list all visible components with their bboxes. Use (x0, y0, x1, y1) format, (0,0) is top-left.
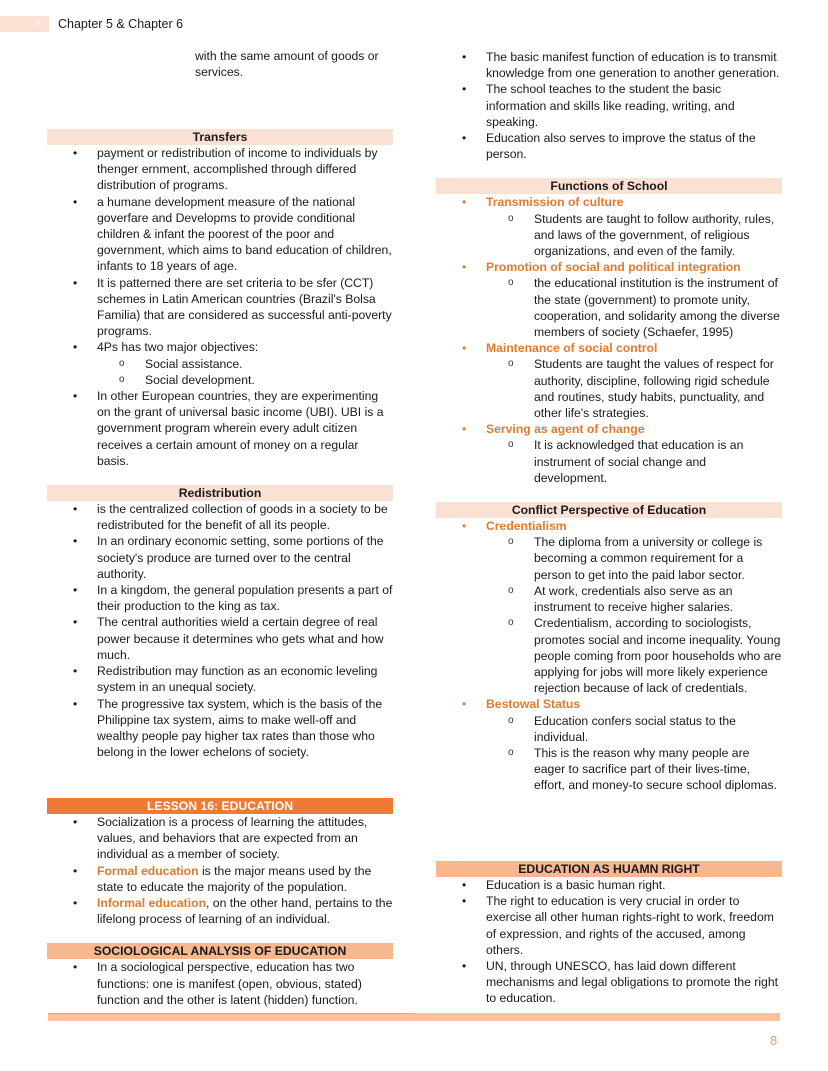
objectives-list (97, 356, 393, 388)
heading-transfers: Transfers (47, 129, 393, 145)
heading-education-human-right: EDUCATION AS HUAMN RIGHT (436, 861, 782, 877)
conflict-item (436, 696, 782, 793)
header-page-number: 8 (0, 16, 49, 32)
highlight-informal-education: Informal education (97, 896, 207, 911)
function-item (436, 194, 782, 259)
sub-list-item: o Students are taught to follow authority, rules, and laws of the government, of religious organizations, and even of the family. (485, 211, 782, 260)
list-item: • In a kingdom, the general population presents a part of their production to the king as tax. (47, 582, 393, 614)
sub-list-item: o the educational institution is the instrument of the state (government) to promote unity, cooperation, and solidarity among the diverse members of society (Schaefer, 1995) (485, 275, 782, 340)
chapter-title: Chapter 5 & Chapter 6 (58, 17, 184, 31)
continuation-text: with the same amount of goods or services. (195, 49, 379, 80)
list-item (47, 339, 393, 388)
list-item: • In an ordinary economic setting, some portions of the society's produce are turned over to the central authority. (47, 533, 393, 582)
sub-list-item: o At work, credentials also serve as an instrument to receive higher salaries. (485, 583, 782, 615)
page-header (0, 16, 400, 32)
footer-rule (48, 1013, 414, 1014)
sub-list-item: o Students are taught the values of respect for authority, discipline, following rigid schedule and routines, study habits, punctuality, and other life's strategies. (485, 356, 782, 421)
function-label: Serving as agent of change (486, 422, 645, 437)
right-column-lower (436, 861, 782, 1007)
left-column (47, 129, 393, 760)
list-item: • Education also serves to improve the status of the person. (436, 130, 782, 162)
list-item: • UN, through UNESCO, has laid down different mechanisms and legal obligations to promote the right to education. (436, 958, 782, 1007)
list-item: • The progressive tax system, which is the basis of the Philippine tax system, aims to make well-off and wealthy people pay higher tax rates than those who belong in the lower echelons of society. (47, 696, 393, 761)
list-item: • It is patterned there are set criteria to be sfer (CCT) schemes in Latin American countries (Brazil's Bolsa Familia) that are considered as successful anti-poverty programs. (47, 275, 393, 340)
sub-list-item: o This is the reason why many people are eager to sacrifice part of their lives-time, effort, and money-to secure school diplomas. (485, 745, 782, 794)
list-item: • The central authorities wield a certain degree of real power because it determines who gets what and how much. (47, 614, 393, 663)
list-item (47, 863, 393, 895)
sub-list-item: o Social assistance. (96, 356, 393, 372)
human-right-list (436, 877, 782, 1007)
transfers-list (47, 145, 393, 469)
conflict-item (436, 518, 782, 696)
list-item: • Education is a basic human right. (436, 877, 782, 893)
list-item: • In a sociological perspective, education has two functions: one is manifest (open, obvious, stated) function and the other is latent (hidden) function. (47, 959, 393, 1008)
list-item-text: , on the other hand, pertains to the lifelong process of learning of an individual. (97, 896, 393, 927)
list-item-text: is the major means used by the state to educate the majority of the population. (97, 863, 372, 894)
function-item (436, 259, 782, 340)
list-item: • The basic manifest function of education is to transmit knowledge from one generation to another generation. (436, 49, 782, 81)
redistribution-list (47, 501, 393, 760)
function-label: Promotion of social and political integration (486, 260, 741, 275)
list-item: • Socialization is a process of learning the attitudes, values, and behaviors that are expected from an individual as a member of society. (47, 814, 393, 863)
highlight-formal-education: Formal education (97, 863, 199, 878)
list-item: • The school teaches to the student the basic information and skills like reading, writing, and speaking. (436, 81, 782, 130)
sociological-list (47, 959, 393, 1008)
list-item: • In other European countries, they are experimenting on the grant of universal basic income (UBI). UBI is a government program wherein every adult citizen receives a certain amount of money on a regular basis. (47, 388, 393, 469)
right-column (436, 49, 782, 794)
conflict-label: Credentialism (486, 519, 567, 534)
list-item: • a humane development measure of the national goverfare and Developms to provide conditional children & infant the poorest of the poor and government, which aims to band education of children, infants to 18 years of age. (47, 194, 393, 275)
heading-lesson-16: LESSON 16: EDUCATION (47, 798, 393, 814)
footer-divider (48, 1013, 780, 1021)
conflict-label: Bestowal Status (486, 697, 581, 712)
heading-conflict-perspective: Conflict Perspective of Education (436, 502, 782, 518)
sub-list-item: o It is acknowledged that education is an instrument of social change and development. (485, 437, 782, 486)
heading-sociological-analysis: SOCIOLOGICAL ANALYSIS OF EDUCATION (47, 943, 393, 959)
list-item-text: 4Ps has two major objectives: (97, 340, 259, 355)
list-item: • is the centralized collection of goods in a society to be redistributed for the benefit of all its people. (47, 501, 393, 533)
left-column-lower (47, 798, 393, 1008)
list-item: • The right to education is very crucial in order to exercise all other human rights-right to work, freedom of expression, and rights of the accused, among others. (436, 893, 782, 958)
function-label: Maintenance of social control (486, 341, 658, 356)
footer-page-number: 8 (770, 1033, 778, 1048)
sub-list-item: o Education confers social status to the individual. (485, 713, 782, 745)
list-item: • Redistribution may function as an economic leveling system in an unequal society. (47, 663, 393, 695)
heading-functions-of-school: Functions of School (436, 178, 782, 194)
function-label: Transmission of culture (486, 195, 624, 210)
heading-redistribution: Redistribution (47, 485, 393, 501)
function-item (436, 340, 782, 421)
lesson16-list (47, 814, 393, 927)
function-item (436, 421, 782, 486)
conflict-list (436, 518, 782, 793)
manifest-list (436, 49, 782, 162)
sub-list-item: o The diploma from a university or college is becoming a common requirement for a person to get into the paid labor sector. (485, 534, 782, 583)
functions-list (436, 194, 782, 486)
sub-list-item: o Credentialism, according to sociologists, promotes social and income inequality. Young people coming from poor households who are applying for jobs will more likely experience rejection because of lack of credentials. (485, 615, 782, 696)
sub-list-item: o Social development. (96, 372, 393, 388)
list-item (47, 895, 393, 927)
list-item: • payment or redistribution of income to individuals by thenger ernment, accomplished through differed distribution of programs. (47, 145, 393, 194)
